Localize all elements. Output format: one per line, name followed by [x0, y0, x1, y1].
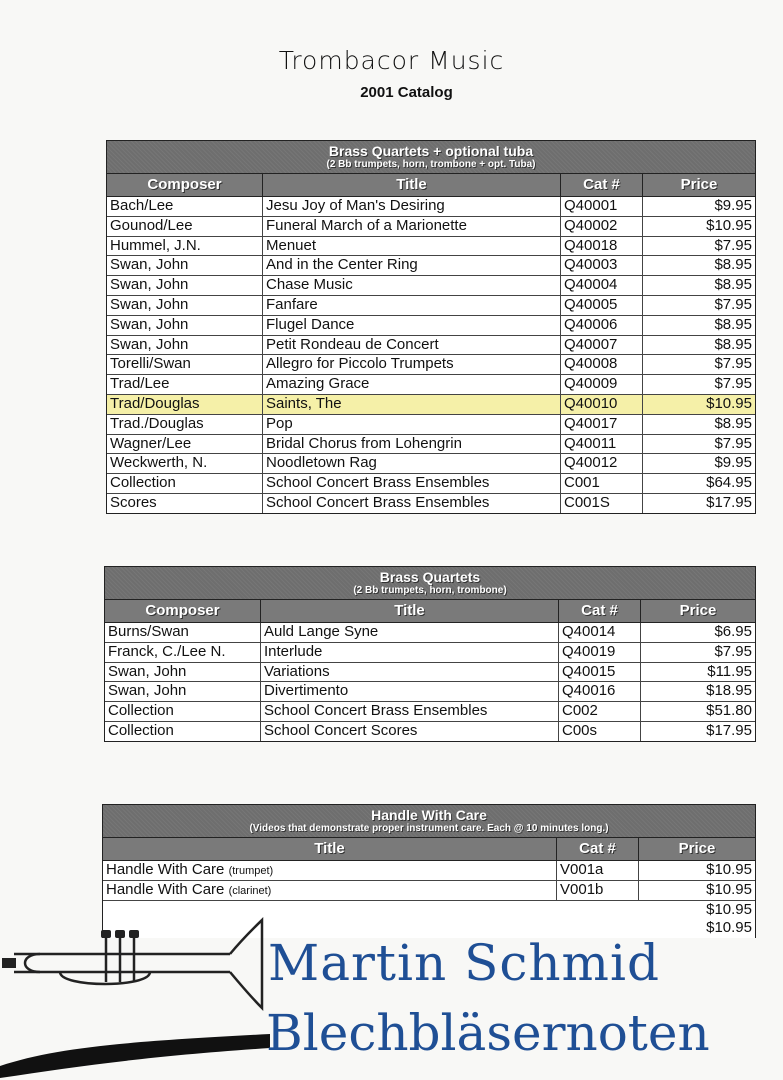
cat-cell: Q40008	[561, 355, 643, 374]
section-title: Brass Quartets + optional tuba	[328, 143, 534, 159]
section-header	[107, 141, 755, 174]
composer-cell: Collection	[105, 722, 261, 741]
column-header-title: Title	[103, 838, 557, 860]
table-row	[105, 643, 755, 663]
section-brass-quartets	[104, 566, 756, 742]
composer-cell: Wagner/Lee	[107, 435, 263, 454]
composer-cell: Swan, John	[107, 316, 263, 335]
title-cell: School Concert Brass Ensembles	[263, 494, 561, 513]
price-cell: $8.95	[714, 315, 752, 333]
composer-cell: Trad./Douglas	[107, 415, 263, 434]
title-cell: Variations	[261, 663, 559, 682]
section-header	[103, 805, 755, 838]
cat-cell: C001S	[561, 494, 643, 513]
table-row	[107, 336, 755, 356]
table-row	[107, 435, 755, 455]
section-subtitle: (Videos that demonstrate proper instrument care. Each @ 10 minutes long.)	[249, 823, 609, 834]
column-header-row	[103, 838, 755, 861]
cat-cell: C001	[561, 474, 643, 493]
column-header-composer: Composer	[105, 600, 261, 622]
publisher-logo	[0, 916, 783, 1080]
price-cell: $7.95	[714, 236, 752, 254]
cat-cell: Q40004	[561, 276, 643, 295]
table-row	[107, 375, 755, 395]
table-row	[107, 296, 755, 316]
column-header-cat: Cat #	[561, 174, 643, 196]
composer-cell: Hummel, J.N.	[107, 237, 263, 256]
title-cell: Allegro for Piccolo Trumpets	[263, 355, 561, 374]
column-header-composer: Composer	[107, 174, 263, 196]
composer-cell: Swan, John	[107, 256, 263, 275]
catalog-year: 2001 Catalog	[360, 84, 453, 101]
cat-cell: Q40017	[561, 415, 643, 434]
title-text: Handle With Care	[106, 880, 225, 898]
cat-cell: Q40001	[561, 197, 643, 216]
cat-cell: C002	[559, 702, 641, 721]
instrument-note: (trumpet)	[228, 865, 274, 877]
title-cell: And in the Center Ring	[263, 256, 561, 275]
composer-cell: Swan, John	[107, 336, 263, 355]
column-header-row	[105, 600, 755, 623]
title-cell: Divertimento	[261, 682, 559, 701]
title-cell: Amazing Grace	[263, 375, 561, 394]
cat-cell: Q40002	[561, 217, 643, 236]
price-cell: $6.95	[714, 623, 752, 640]
title-cell: School Concert Scores	[261, 722, 559, 741]
table-row	[107, 494, 755, 513]
column-header-row	[107, 174, 755, 197]
price-cell: $10.95	[706, 900, 752, 918]
column-header-price: Price	[679, 602, 717, 619]
column-header-title: Title	[261, 600, 559, 622]
table-row	[105, 722, 755, 741]
table-row	[107, 395, 755, 415]
price-cell: $7.95	[714, 375, 752, 393]
section-subtitle: (2 Bb trumpets, horn, trombone + opt. Tuba)	[326, 159, 536, 170]
cat-cell: Q40003	[561, 256, 643, 275]
title-cell: Jesu Joy of Man's Desiring	[263, 197, 561, 216]
composer-cell: Bach/Lee	[107, 197, 263, 216]
composer-cell: Scores	[107, 494, 263, 513]
title-cell: Chase Music	[263, 276, 561, 295]
table-row	[105, 682, 755, 702]
title-cell: Saints, The	[263, 395, 561, 414]
title-cell: School Concert Brass Ensembles	[261, 702, 559, 721]
title-cell: Noodletown Rag	[263, 454, 561, 473]
column-header-price: Price	[678, 840, 716, 857]
composer-cell: Trad/Douglas	[107, 395, 263, 414]
logo-line-2: Blechbläsernoten	[266, 1004, 710, 1062]
composer-cell: Gounod/Lee	[107, 217, 263, 236]
title-cell: Petit Rondeau de Concert	[263, 336, 561, 355]
cat-cell: Q40007	[561, 336, 643, 355]
table-row	[105, 702, 755, 722]
price-cell: $51.80	[706, 702, 752, 720]
title-cell	[103, 881, 557, 900]
logo-line-1: Martin Schmid	[268, 934, 660, 992]
price-cell: $10.95	[706, 919, 752, 937]
table-row	[107, 256, 755, 276]
price-cell: $9.95	[714, 197, 752, 214]
cat-cell: Q40014	[559, 623, 641, 642]
price-cell: $17.95	[706, 493, 752, 511]
page-title: Trombacor Music	[278, 46, 505, 75]
price-cell: $9.95	[714, 454, 752, 472]
section-title: Brass Quartets	[379, 569, 481, 585]
table-row	[105, 623, 755, 643]
price-cell: $64.95	[706, 474, 752, 492]
section-title: Handle With Care	[371, 807, 487, 823]
cat-cell: Q40005	[561, 296, 643, 315]
table-row	[107, 197, 755, 217]
cat-cell: Q40018	[561, 237, 643, 256]
cat-cell: Q40019	[559, 643, 641, 662]
price-cell: $11.95	[707, 662, 752, 680]
price-cell: $8.95	[714, 256, 752, 274]
section-subtitle: (2 Bb trumpets, horn, trombone)	[353, 585, 507, 596]
table-row	[107, 474, 755, 494]
price-cell: $8.95	[714, 335, 752, 353]
price-cell: $10.95	[706, 394, 752, 412]
title-cell: Menuet	[263, 237, 561, 256]
cat-cell: C00s	[559, 722, 641, 741]
composer-cell: Collection	[105, 702, 261, 721]
price-cell: $7.95	[714, 642, 752, 660]
title-cell	[103, 861, 557, 880]
composer-cell: Collection	[107, 474, 263, 493]
table-row	[107, 415, 755, 435]
cat-cell: Q40010	[561, 395, 643, 414]
table-row	[105, 663, 755, 683]
price-cell: $10.95	[706, 861, 752, 878]
price-cell: $8.95	[714, 276, 752, 294]
title-cell: School Concert Brass Ensembles	[263, 474, 561, 493]
cat-cell: Q40006	[561, 316, 643, 335]
cat-cell: V001b	[557, 881, 639, 900]
price-cell: $7.95	[714, 355, 752, 373]
column-header-price: Price	[680, 176, 718, 193]
title-cell: Auld Lange Syne	[261, 623, 559, 642]
column-header-cat: Cat #	[559, 600, 641, 622]
table-row	[103, 881, 755, 901]
price-cell: $8.95	[714, 414, 752, 432]
price-cell: $7.95	[714, 434, 752, 452]
price-cell: $10.95	[706, 880, 752, 898]
composer-cell: Swan, John	[107, 296, 263, 315]
price-cell: $18.95	[706, 682, 752, 700]
title-cell: Pop	[263, 415, 561, 434]
composer-cell: Swan, John	[105, 682, 261, 701]
composer-cell: Franck, C./Lee N.	[105, 643, 261, 662]
price-cell: $7.95	[714, 295, 752, 313]
title-cell: Funeral March of a Marionette	[263, 217, 561, 236]
table-row	[107, 316, 755, 336]
price-cell: $17.95	[706, 721, 752, 739]
title-text: Handle With Care	[106, 861, 225, 878]
cat-cell: Q40012	[561, 454, 643, 473]
cat-cell: Q40016	[559, 682, 641, 701]
column-header-cat: Cat #	[557, 838, 639, 860]
section-header	[105, 567, 755, 600]
composer-cell: Weckwerth, N.	[107, 454, 263, 473]
table-row	[107, 217, 755, 237]
table-row	[107, 355, 755, 375]
trumpet-icon	[0, 916, 270, 1080]
composer-cell: Swan, John	[107, 276, 263, 295]
section-brass-quartets-tuba	[106, 140, 756, 514]
table-row	[107, 276, 755, 296]
cat-cell: V001a	[557, 861, 639, 880]
table-row	[103, 861, 755, 881]
composer-cell: Swan, John	[105, 663, 261, 682]
title-cell: Fanfare	[263, 296, 561, 315]
cat-cell: Q40011	[561, 435, 643, 454]
cat-cell: Q40015	[559, 663, 641, 682]
column-header-title: Title	[263, 174, 561, 196]
composer-cell: Torelli/Swan	[107, 355, 263, 374]
title-cell: Flugel Dance	[263, 316, 561, 335]
composer-cell: Burns/Swan	[105, 623, 261, 642]
price-cell: $10.95	[706, 216, 752, 234]
title-cell: Bridal Chorus from Lohengrin	[263, 435, 561, 454]
table-row	[107, 237, 755, 257]
cat-cell: Q40009	[561, 375, 643, 394]
composer-cell: Trad/Lee	[107, 375, 263, 394]
table-row	[107, 454, 755, 474]
title-cell: Interlude	[261, 643, 559, 662]
instrument-note: (clarinet)	[228, 884, 272, 897]
